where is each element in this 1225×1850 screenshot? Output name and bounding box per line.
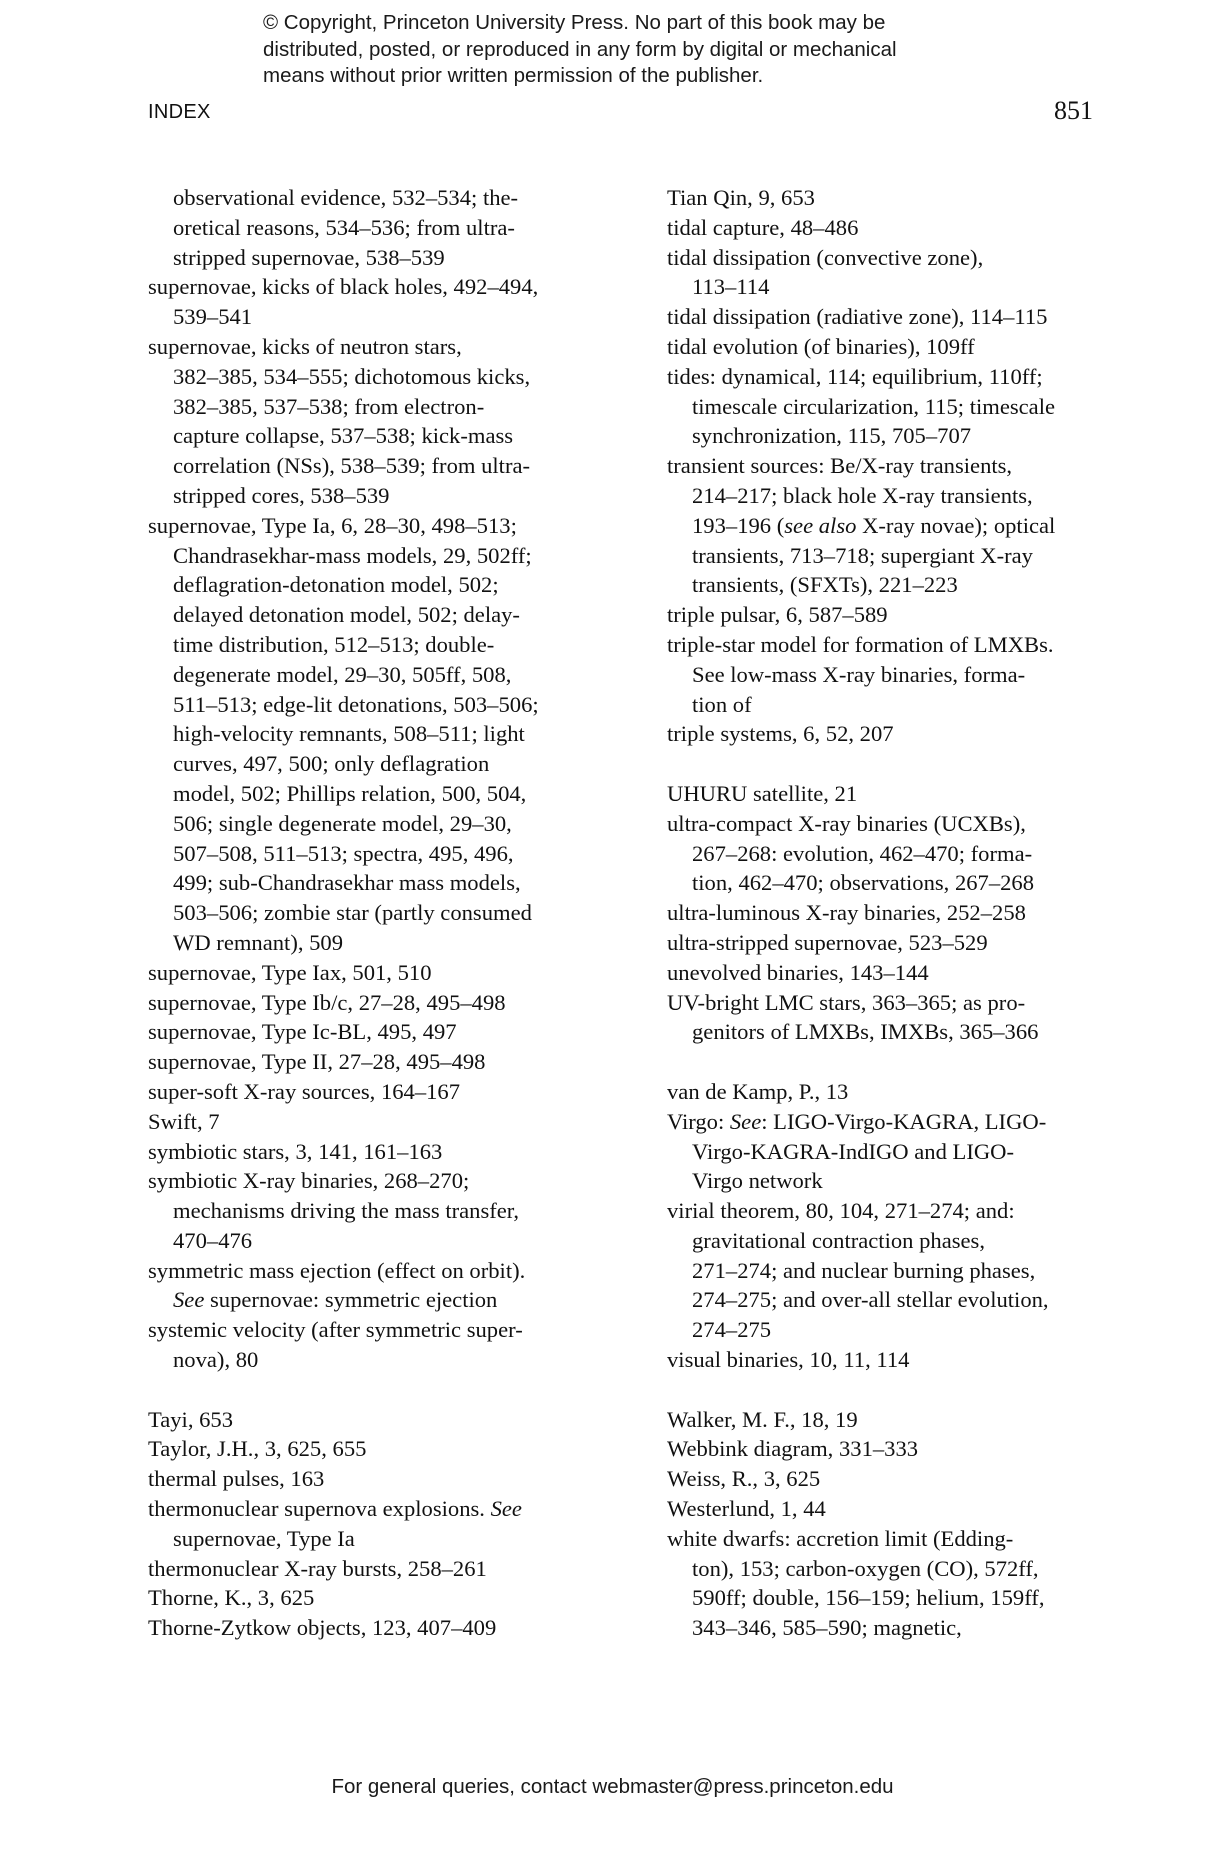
- index-subline: transients, (SFXTs), 221–223: [692, 572, 958, 598]
- index-subline: 590ff; double, 156–159; helium, 159ff,: [692, 1585, 1045, 1611]
- index-entry: triple-star model for formation of LMXBs.: [667, 631, 1054, 657]
- index-entry: supernovae, kicks of black holes, 492–494,: [148, 274, 539, 300]
- index-entry: thermal pulses, 163: [148, 1466, 325, 1492]
- index-subline: synchronization, 115, 705–707: [692, 423, 972, 449]
- index-entry: Tian Qin, 9, 653: [667, 185, 815, 210]
- index-subline: Chandrasekhar-mass models, 29, 502ff;: [173, 542, 532, 568]
- index-subline: 274–275; and over-all stellar evolution,: [692, 1287, 1049, 1313]
- copyright-notice: [263, 10, 1023, 90]
- index-entry: tidal dissipation (convective zone),: [667, 244, 984, 270]
- index-entry: supernovae, Type Ib/c, 27–28, 495–498: [148, 989, 506, 1015]
- index-entry: triple pulsar, 6, 587–589: [667, 602, 888, 628]
- index-subline: See low-mass X-ray binaries, forma-: [692, 661, 1026, 687]
- index-text: : LIGO-Virgo-KAGRA, LIGO-: [761, 1108, 1047, 1134]
- index-subline: 503–506; zombie star (partly consumed: [173, 900, 532, 926]
- index-subline: stripped cores, 538–539: [173, 482, 390, 508]
- index-subline: tion of: [692, 691, 752, 717]
- index-entry: tidal dissipation (radiative zone), 114–115: [667, 304, 1048, 330]
- index-entry: Thorne, K., 3, 625: [148, 1585, 315, 1611]
- running-head: INDEX: [148, 101, 211, 123]
- index-entry: virial theorem, 80, 104, 271–274; and:: [667, 1198, 1015, 1224]
- italic-cross-reference: see also: [784, 512, 857, 538]
- index-subline: 470–476: [173, 1227, 253, 1253]
- section-gap: [667, 1375, 1107, 1405]
- index-entry: Westerlund, 1, 44: [667, 1496, 826, 1522]
- index-entry: unevolved binaries, 143–144: [667, 959, 929, 985]
- index-subline: 214–217; black hole X-ray transients,: [692, 482, 1033, 508]
- index-subline: 511–513; edge-lit detonations, 503–506;: [173, 691, 539, 717]
- index-entry: [667, 1107, 1107, 1137]
- index-subline: nova), 80: [173, 1347, 259, 1373]
- section-gap: [148, 1375, 588, 1405]
- italic-cross-reference: See: [490, 1496, 522, 1522]
- index-subline: WD remnant), 509: [173, 929, 344, 955]
- index-subline: time distribution, 512–513; double-: [173, 631, 495, 657]
- index-entry: white dwarfs: accretion limit (Edding-: [667, 1525, 1014, 1551]
- index-subline: [667, 511, 1107, 541]
- index-subline: Virgo-KAGRA-IndIGO and LIGO-: [692, 1138, 1015, 1164]
- section-gap: [667, 1047, 1107, 1077]
- index-subline: oretical reasons, 534–536; from ultra-: [173, 214, 515, 240]
- index-entry: van de Kamp, P., 13: [667, 1078, 849, 1104]
- index-subline: model, 502; Phillips relation, 500, 504,: [173, 780, 527, 806]
- index-entry: supernovae, Type Ic-BL, 495, 497: [148, 1019, 457, 1045]
- index-subline: mechanisms driving the mass transfer,: [173, 1198, 520, 1224]
- index-entry: systemic velocity (after symmetric super-: [148, 1317, 523, 1343]
- index-entry: super-soft X-ray sources, 164–167: [148, 1078, 461, 1104]
- index-text: supernovae: symmetric ejection: [204, 1287, 498, 1313]
- index-subline: 539–541: [173, 304, 253, 330]
- italic-cross-reference: See: [729, 1108, 762, 1134]
- index-entry: UHURU satellite, 21: [667, 780, 858, 806]
- index-subline: curves, 497, 500; only deflagration: [173, 751, 490, 777]
- index-subline: 507–508, 511–513; spectra, 495, 496,: [173, 840, 514, 866]
- index-subline: gravitational contraction phases,: [692, 1227, 985, 1253]
- index-entry: UV-bright LMC stars, 363–365; as pro-: [667, 989, 1026, 1015]
- copyright-line: distributed, posted, or reproduced in any form by digital or mechanical: [263, 37, 897, 61]
- index-entry: ultra-compact X-ray binaries (UCXBs),: [667, 810, 1026, 836]
- index-entry: [148, 1494, 588, 1524]
- page-number: 851: [1054, 96, 1093, 125]
- index-entry: triple systems, 6, 52, 207: [667, 721, 894, 747]
- footer-contact: For general queries, contact webmaster@press.princeton.edu: [331, 1775, 894, 1798]
- index-entry: supernovae, Type Iax, 501, 510: [148, 959, 432, 985]
- index-subline: timescale circularization, 115; timescale: [692, 393, 1056, 419]
- index-entry: symbiotic stars, 3, 141, 161–163: [148, 1138, 443, 1164]
- index-entry: Taylor, J.H., 3, 625, 655: [148, 1436, 367, 1462]
- index-entry: visual binaries, 10, 11, 114: [667, 1347, 910, 1373]
- index-subline: degenerate model, 29–30, 505ff, 508,: [173, 661, 512, 687]
- index-text: X-ray novae); optical: [856, 512, 1056, 538]
- index-subline: 506; single degenerate model, 29–30,: [173, 810, 512, 836]
- index-subline: [148, 1285, 588, 1315]
- copyright-line: © Copyright, Princeton University Press. No part of this book may be: [263, 11, 886, 34]
- index-subline: supernovae, Type Ia: [173, 1525, 355, 1551]
- copyright-line: means without prior written permission of the publisher.: [263, 64, 764, 87]
- index-subline: 499; sub-Chandrasekhar mass models,: [173, 870, 521, 896]
- index-subline: delayed detonation model, 502; delay-: [173, 602, 520, 628]
- index-text: Virgo:: [667, 1108, 730, 1134]
- section-gap: [667, 749, 1107, 779]
- italic-cross-reference: See: [173, 1287, 205, 1313]
- index-subline: ton), 153; carbon-oxygen (CO), 572ff,: [692, 1555, 1039, 1581]
- index-entry: tidal capture, 48–486: [667, 214, 859, 240]
- index-entry: supernovae, Type II, 27–28, 495–498: [148, 1049, 486, 1075]
- index-entry: ultra-stripped supernovae, 523–529: [667, 929, 988, 955]
- index-text: 193–196 (: [692, 512, 785, 538]
- index-column-right: [667, 183, 1107, 1643]
- index-subline: 382–385, 534–555; dichotomous kicks,: [173, 363, 531, 389]
- index-subline: stripped supernovae, 538–539: [173, 244, 445, 270]
- index-subline: 271–274; and nuclear burning phases,: [692, 1257, 1036, 1283]
- index-entry: supernovae, kicks of neutron stars,: [148, 333, 462, 359]
- index-subline: observational evidence, 532–534; the-: [173, 185, 519, 210]
- index-subline: 343–346, 585–590; magnetic,: [692, 1615, 962, 1641]
- index-subline: 113–114: [692, 274, 770, 300]
- index-subline: tion, 462–470; observations, 267–268: [692, 870, 1035, 896]
- index-subline: 267–268: evolution, 462–470; forma-: [692, 840, 1033, 866]
- index-entry: Walker, M. F., 18, 19: [667, 1406, 858, 1432]
- index-subline: genitors of LMXBs, IMXBs, 365–366: [692, 1019, 1039, 1045]
- index-entry: ultra-luminous X-ray binaries, 252–258: [667, 900, 1026, 926]
- index-entry: Webbink diagram, 331–333: [667, 1436, 919, 1462]
- index-entry: thermonuclear X-ray bursts, 258–261: [148, 1555, 487, 1581]
- index-subline: Virgo network: [692, 1168, 823, 1194]
- index-subline: high-velocity remnants, 508–511; light: [173, 721, 525, 747]
- index-entry: Weiss, R., 3, 625: [667, 1466, 821, 1492]
- index-subline: transients, 713–718; supergiant X-ray: [692, 542, 1033, 568]
- index-text: thermonuclear supernova explosions.: [148, 1496, 491, 1522]
- index-subline: deflagration-detonation model, 502;: [173, 572, 499, 598]
- index-entry: transient sources: Be/X-ray transients,: [667, 453, 1013, 479]
- index-subline: 274–275: [692, 1317, 772, 1343]
- index-entry: symmetric mass ejection (effect on orbit).: [148, 1257, 526, 1283]
- index-entry: Tayi, 653: [148, 1406, 234, 1432]
- index-column-left: [148, 183, 588, 1643]
- index-entry: tides: dynamical, 114; equilibrium, 110ff;: [667, 363, 1043, 389]
- index-entry: symbiotic X-ray binaries, 268–270;: [148, 1168, 470, 1194]
- index-subline: capture collapse, 537–538; kick-mass: [173, 423, 514, 449]
- index-entry: supernovae, Type Ia, 6, 28–30, 498–513;: [148, 512, 517, 538]
- index-entry: Swift, 7: [148, 1108, 220, 1134]
- index-subline: correlation (NSs), 538–539; from ultra-: [173, 453, 531, 479]
- index-entry: tidal evolution (of binaries), 109ff: [667, 333, 975, 359]
- index-subline: 382–385, 537–538; from electron-: [173, 393, 485, 419]
- index-entry: Thorne-Zytkow objects, 123, 407–409: [148, 1615, 497, 1641]
